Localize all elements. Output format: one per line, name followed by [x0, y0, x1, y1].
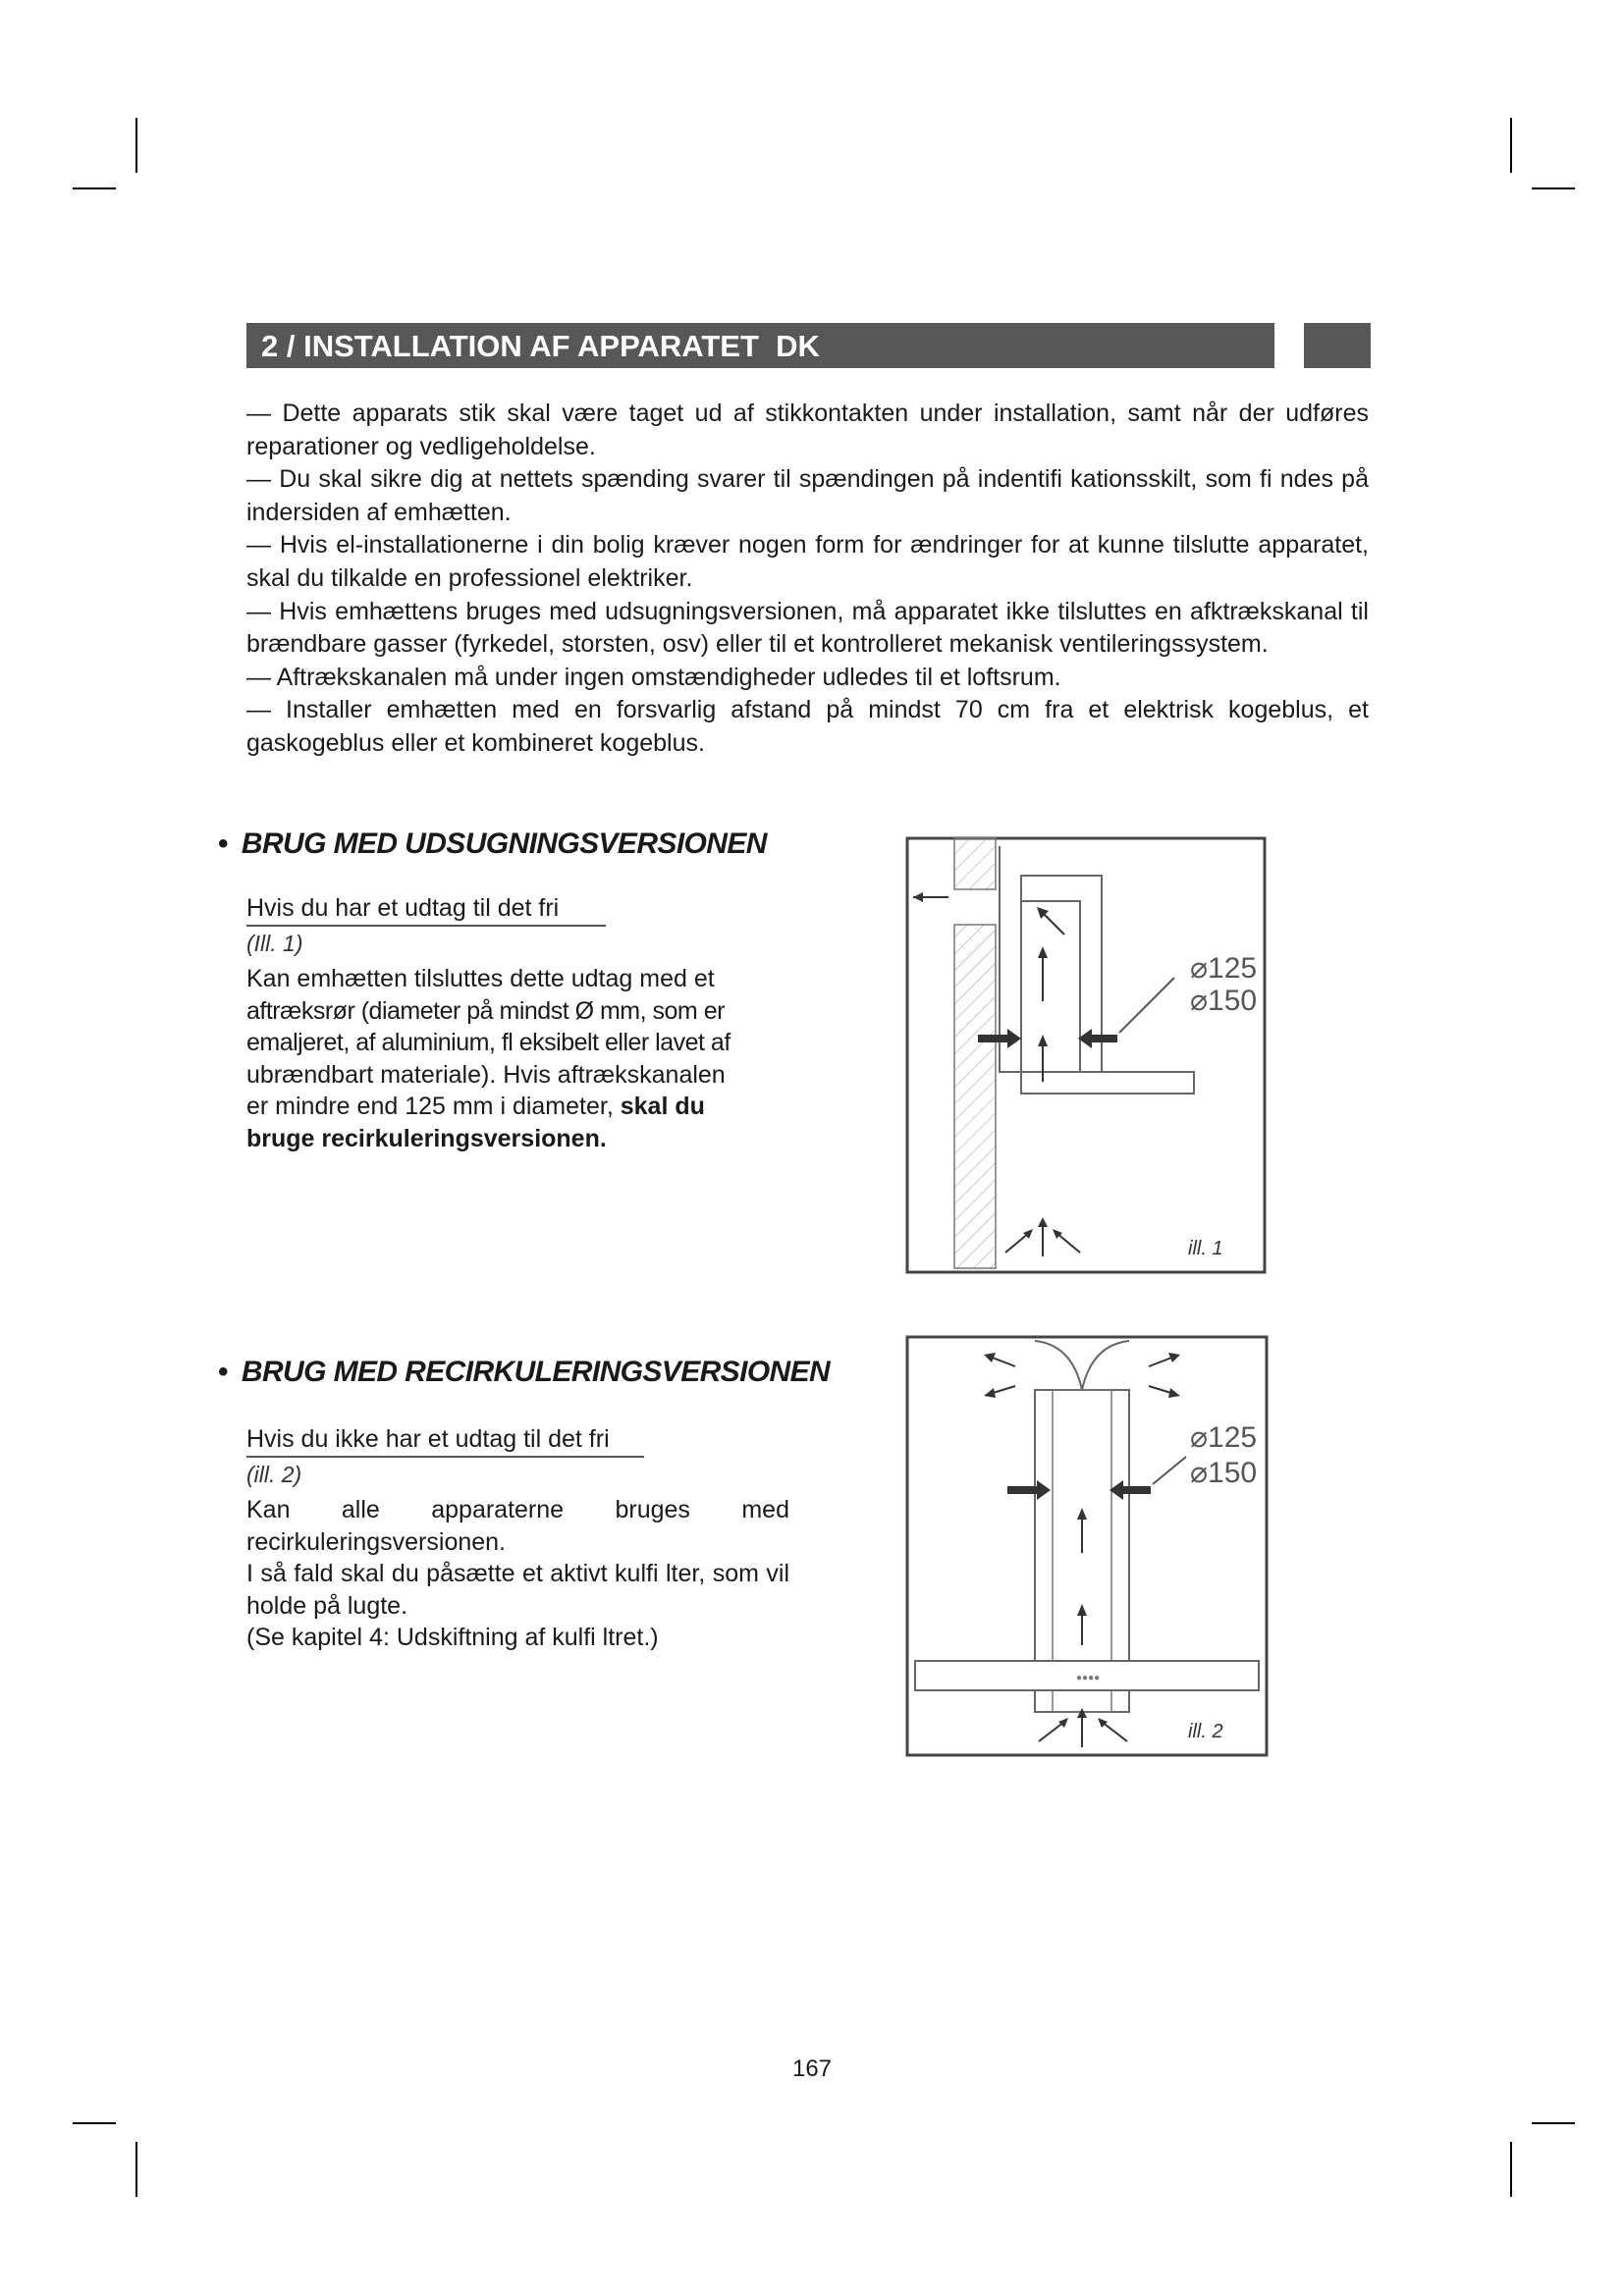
body-line: Kan emhætten tilsluttes dette udtag med et — [246, 965, 715, 992]
intro-paragraph: — Du skal sikre dig at nettets spænding svarer til spændingen på indentifi kationsskilt, som fi ndes på indersiden af emhætten. — [246, 465, 1369, 526]
illustration-reference: (ill. 2) — [246, 1462, 302, 1487]
illustration-label: ill. 2 — [1188, 1721, 1223, 1742]
crop-mark — [135, 2142, 137, 2197]
intro-paragraph: — Hvis emhættens bruges med udsugningsversionen, må apparatet ikke tilsluttes en afktrækskanal til brændbare gasser (fyrkedel, storsten, osv) eller til et kontrolleret mekanisk ventileringssystem. — [246, 597, 1369, 659]
body-paragraph: I så fald skal du påsætte et aktivt kulfi lter, som vil holde på lugte. — [246, 1560, 789, 1620]
illustration-1 — [905, 836, 1269, 1276]
recirculation-diagram — [905, 1335, 1271, 1759]
illustration-2 — [905, 1335, 1271, 1759]
wall-top — [954, 838, 996, 889]
illustration-label: ill. 1 — [1188, 1238, 1223, 1259]
body-line: ubrændbart materiale). Hvis aftrækskanalen — [246, 1060, 726, 1089]
svg-text:●●●●: ●●●● — [1076, 1673, 1101, 1683]
bold-text: skal du — [620, 1093, 705, 1120]
hood-body — [1021, 1072, 1194, 1094]
intro-paragraph: — Dette apparats stik skal være taget ud af stikkontakten under installation, samt når der udføres reparationer og vedligeholdelse. — [246, 400, 1369, 460]
body-paragraph: Kan alle apparaterne bruges med recirkuleringsversionen. — [246, 1496, 789, 1556]
bold-text: bruge recirkuleringsversionen. — [246, 1124, 607, 1152]
section-title: 2 / INSTALLATION AF APPARATET DK — [261, 329, 820, 363]
diameter-label: ⌀150 — [1190, 985, 1258, 1017]
diameter-label: ⌀125 — [1190, 1421, 1258, 1454]
page-number: 167 — [791, 2056, 833, 2082]
crop-mark — [1532, 187, 1575, 189]
crop-mark — [1510, 118, 1512, 173]
illustration-reference: (Ill. 1) — [246, 931, 303, 956]
subheading-recirculation: Hvis du ikke har et udtag til det fri — [246, 1424, 644, 1458]
section-heading-recirculation — [218, 1356, 830, 1389]
body-line-text: er mindre end 125 mm i diameter, — [246, 1093, 621, 1120]
header-end-block — [1304, 323, 1371, 368]
crop-mark — [1532, 2122, 1575, 2124]
crop-mark — [1510, 2142, 1512, 2197]
diameter-label: ⌀125 — [1190, 952, 1258, 985]
body-line — [246, 1091, 789, 1123]
body-paragraph: (Se kapitel 4: Udskiftning af kulfi ltret.) — [246, 1624, 659, 1651]
frame — [907, 1337, 1267, 1755]
crop-mark — [135, 118, 137, 173]
wall — [954, 925, 996, 1268]
extraction-diagram — [905, 836, 1269, 1276]
intro-paragraph: — Installer emhætten med en forsvarlig afstand på mindst 70 cm fra et elektrisk kogeblus, et gaskogeblus eller et kombineret kogeblus. — [246, 696, 1369, 757]
bullet: • — [218, 828, 228, 860]
recirculation-body — [246, 1494, 789, 1654]
intro-text — [246, 398, 1369, 761]
intro-paragraph: — Hvis el-installationerne i din bolig kræver nogen form for ændringer for at kunne tilslutte apparatet, skal du tilkalde en professionel elektriker. — [246, 531, 1369, 592]
subheading-extraction: Hvis du har et udtag til det fri — [246, 893, 606, 927]
heading-text: BRUG MED RECIRKULERINGSVERSIONEN — [241, 1356, 831, 1388]
section-heading-extraction — [218, 828, 767, 861]
bullet: • — [218, 1356, 228, 1388]
diameter-label: ⌀150 — [1190, 1457, 1258, 1489]
body-line: aftræksrør (diameter på mindst Ø mm, som er — [246, 996, 725, 1025]
heading-text: BRUG MED UDSUGNINGSVERSIONEN — [241, 828, 767, 860]
crop-mark — [73, 187, 116, 189]
body-line: emaljeret, af aluminium, fl eksibelt eller lavet af — [246, 1029, 731, 1056]
extraction-body — [246, 963, 789, 1154]
intro-paragraph: — Aftrækskanalen må under ingen omstændigheder udledes til et loftsrum. — [246, 663, 1061, 691]
crop-mark — [73, 2122, 116, 2124]
